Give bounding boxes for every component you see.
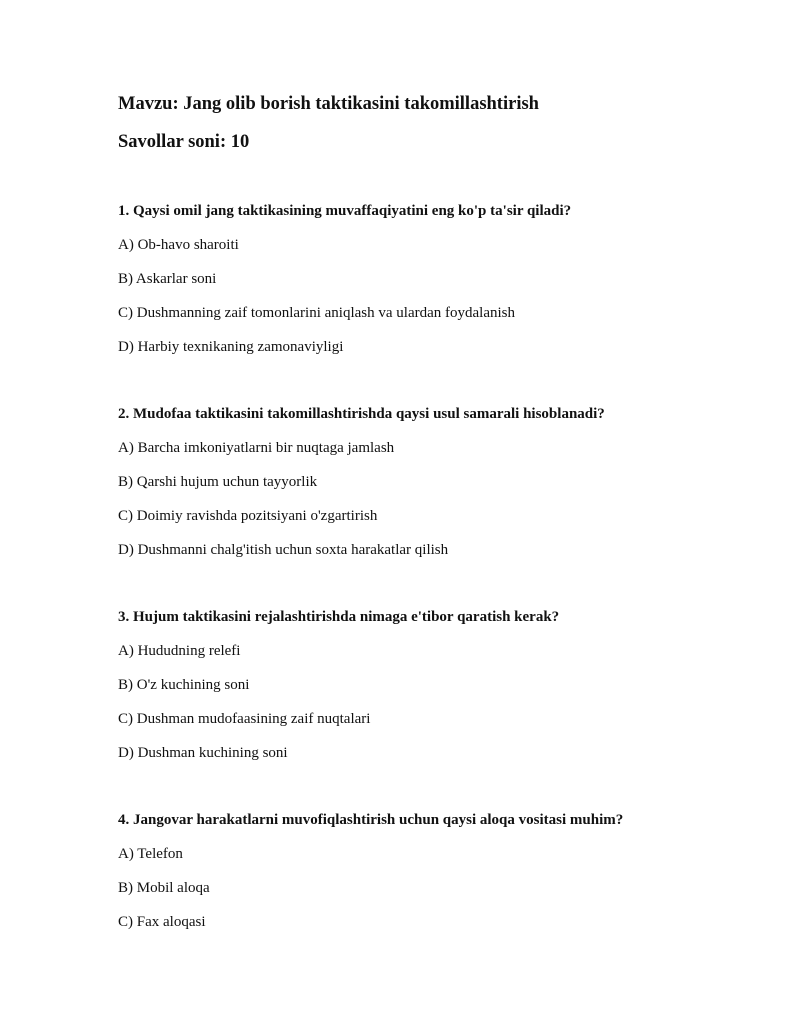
answer-option: B) Askarlar soni — [118, 271, 217, 287]
answer-option: A) Ob-havo sharoiti — [118, 237, 239, 253]
answer-option: A) Telefon — [118, 846, 183, 862]
question-text: 2. Mudofaa taktikasini takomillashtirishda qaysi usul samarali hisoblanadi? — [118, 406, 605, 422]
answer-option: D) Harbiy texnikaning zamonaviyligi — [118, 339, 344, 355]
question-text: 3. Hujum taktikasini rejalashtirishda nimaga e'tibor qaratish kerak? — [118, 609, 560, 625]
answer-option: C) Doimiy ravishda pozitsiyani o'zgartirish — [118, 508, 378, 524]
answer-option: D) Dushmanni chalg'itish uchun soxta harakatlar qilish — [118, 542, 449, 558]
answer-option: D) Dushman kuchining soni — [118, 745, 288, 761]
page-title: Mavzu: Jang olib borish taktikasini takomillashtirish — [118, 94, 539, 114]
answer-option: C) Dushman mudofaasining zaif nuqtalari — [118, 711, 371, 727]
question-text: 4. Jangovar harakatlarni muvofiqlashtirish uchun qaysi aloqa vositasi muhim? — [118, 812, 624, 828]
answer-option: A) Hududning relefi — [118, 643, 241, 659]
answer-option: C) Fax aloqasi — [118, 914, 206, 930]
answer-option: A) Barcha imkoniyatlarni bir nuqtaga jamlash — [118, 440, 395, 456]
answer-option: C) Dushmanning zaif tomonlarini aniqlash va ulardan foydalanish — [118, 305, 515, 321]
answer-option: B) Qarshi hujum uchun tayyorlik — [118, 474, 318, 490]
question-text: 1. Qaysi omil jang taktikasining muvaffaqiyatini eng ko'p ta'sir qiladi? — [118, 203, 572, 219]
answer-option: B) Mobil aloqa — [118, 880, 210, 896]
answer-option: B) O'z kuchining soni — [118, 677, 250, 693]
question-count: Savollar soni: 10 — [118, 132, 250, 152]
